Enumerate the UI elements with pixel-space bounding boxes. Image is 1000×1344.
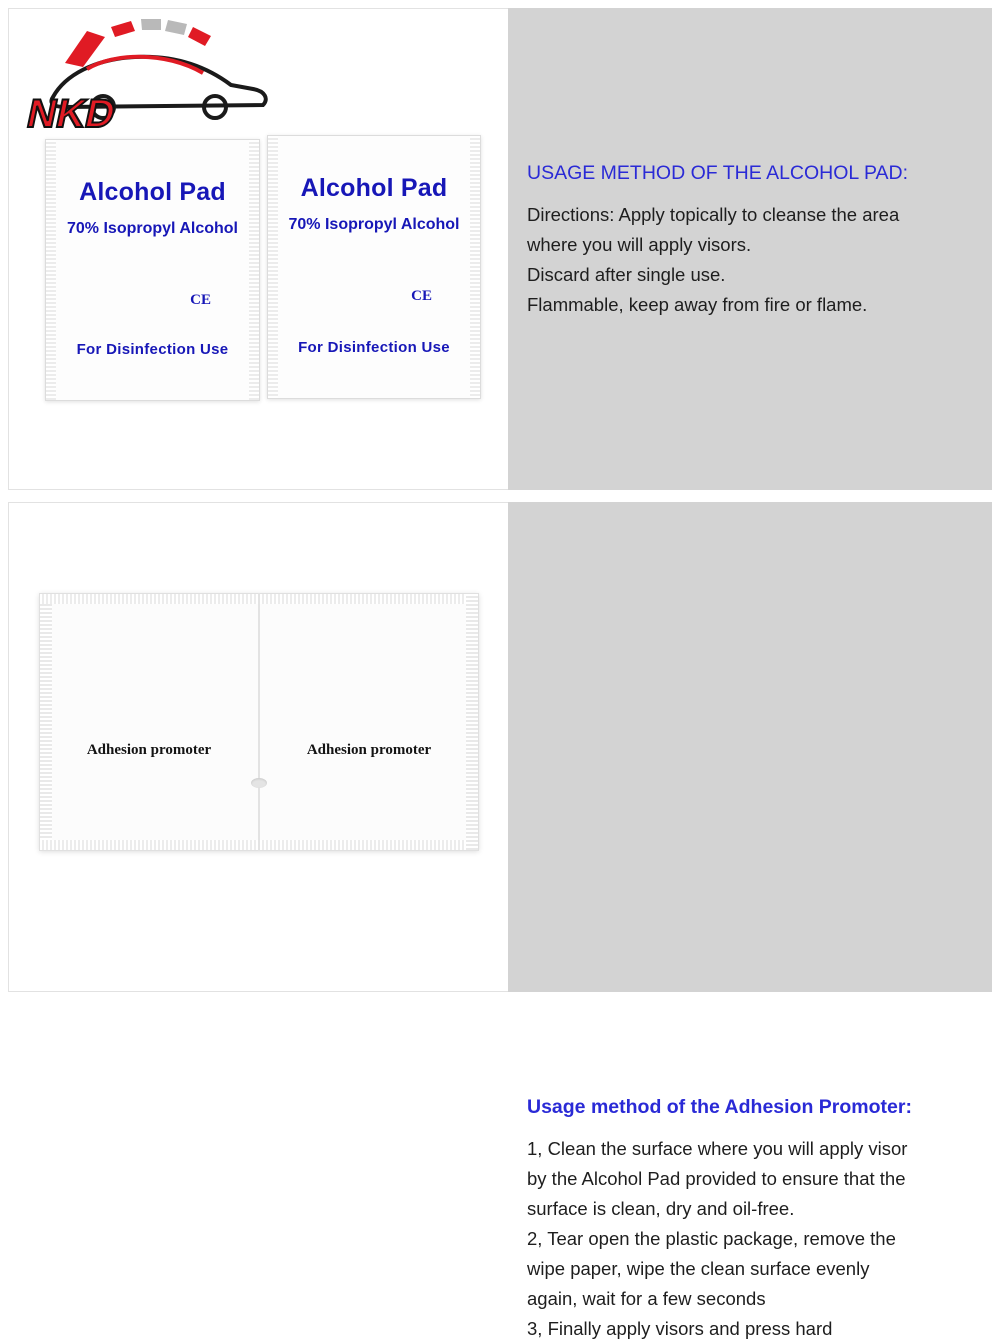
promoter-label: Adhesion promoter (86, 742, 212, 758)
ce-mark-icon: CE (190, 292, 211, 308)
top-panel (8, 8, 992, 490)
adhesion-promoter-image-column (8, 502, 508, 992)
nkd-car-logo (25, 15, 275, 135)
alcohol-pad-sachet (267, 135, 481, 399)
alcohol-pad-sachet (45, 139, 260, 401)
alcohol-pad-line: where you will apply visors. (527, 234, 752, 256)
adhesion-promoter-line: surface is clean, dry and oil-free. (527, 1198, 795, 1220)
alcohol-pad-text-column (508, 8, 992, 490)
sachet-edge (40, 594, 258, 604)
adhesion-promoter-half (259, 593, 479, 851)
sachet-edge (40, 840, 258, 850)
adhesion-promoter-line: again, wait for a few seconds (527, 1288, 766, 1310)
alcohol-pad-line: Discard after single use. (527, 264, 726, 286)
sachet-edge (260, 594, 478, 604)
adhesion-promoter-line: 2, Tear open the plastic package, remove the (527, 1228, 896, 1250)
logo-wordmark: NKD (23, 90, 120, 136)
pad-footer: For Disinfection Use (298, 339, 450, 356)
pad-subtitle: 70% Isopropyl Alcohol (67, 220, 238, 237)
pad-title: Alcohol Pad (300, 174, 448, 202)
pad-title: Alcohol Pad (79, 178, 226, 206)
bottom-panel (8, 502, 992, 1340)
adhesion-promoter-heading: Usage method of the Adhesion Promoter: (527, 1096, 912, 1118)
alcohol-pad-line: Directions: Apply topically to cleanse the area (527, 204, 900, 226)
adhesion-promoter-instructions (527, 1093, 997, 1344)
alcohol-pad-image-column (8, 8, 508, 490)
alcohol-pad-instructions (527, 159, 982, 320)
sachet-fold-seam (258, 593, 260, 851)
adhesion-promoter-line: wipe paper, wipe the clean surface evenly (527, 1258, 870, 1280)
alcohol-pad-line: Flammable, keep away from fire or flame. (527, 294, 868, 316)
adhesion-promoter-sachet (39, 593, 479, 851)
logo-icon (25, 15, 275, 135)
adhesion-promoter-line: 1, Clean the surface where you will apply visor (527, 1138, 908, 1160)
pad-footer: For Disinfection Use (76, 341, 229, 358)
sachet-tear-notch-icon (251, 778, 267, 788)
adhesion-promoter-line: 3, Finally apply visors and press hard (527, 1318, 833, 1340)
sachet-edge (260, 840, 478, 850)
adhesion-promoter-text-column (508, 502, 992, 1340)
ce-mark-icon: CE (411, 288, 432, 304)
alcohol-pad-heading: USAGE METHOD OF THE ALCOHOL PAD: (527, 162, 909, 184)
adhesion-promoter-half (39, 593, 259, 851)
pad-subtitle: 70% Isopropyl Alcohol (288, 216, 460, 233)
adhesion-promoter-line: by the Alcohol Pad provided to ensure that the (527, 1168, 906, 1190)
promoter-label: Adhesion promoter (306, 742, 432, 758)
